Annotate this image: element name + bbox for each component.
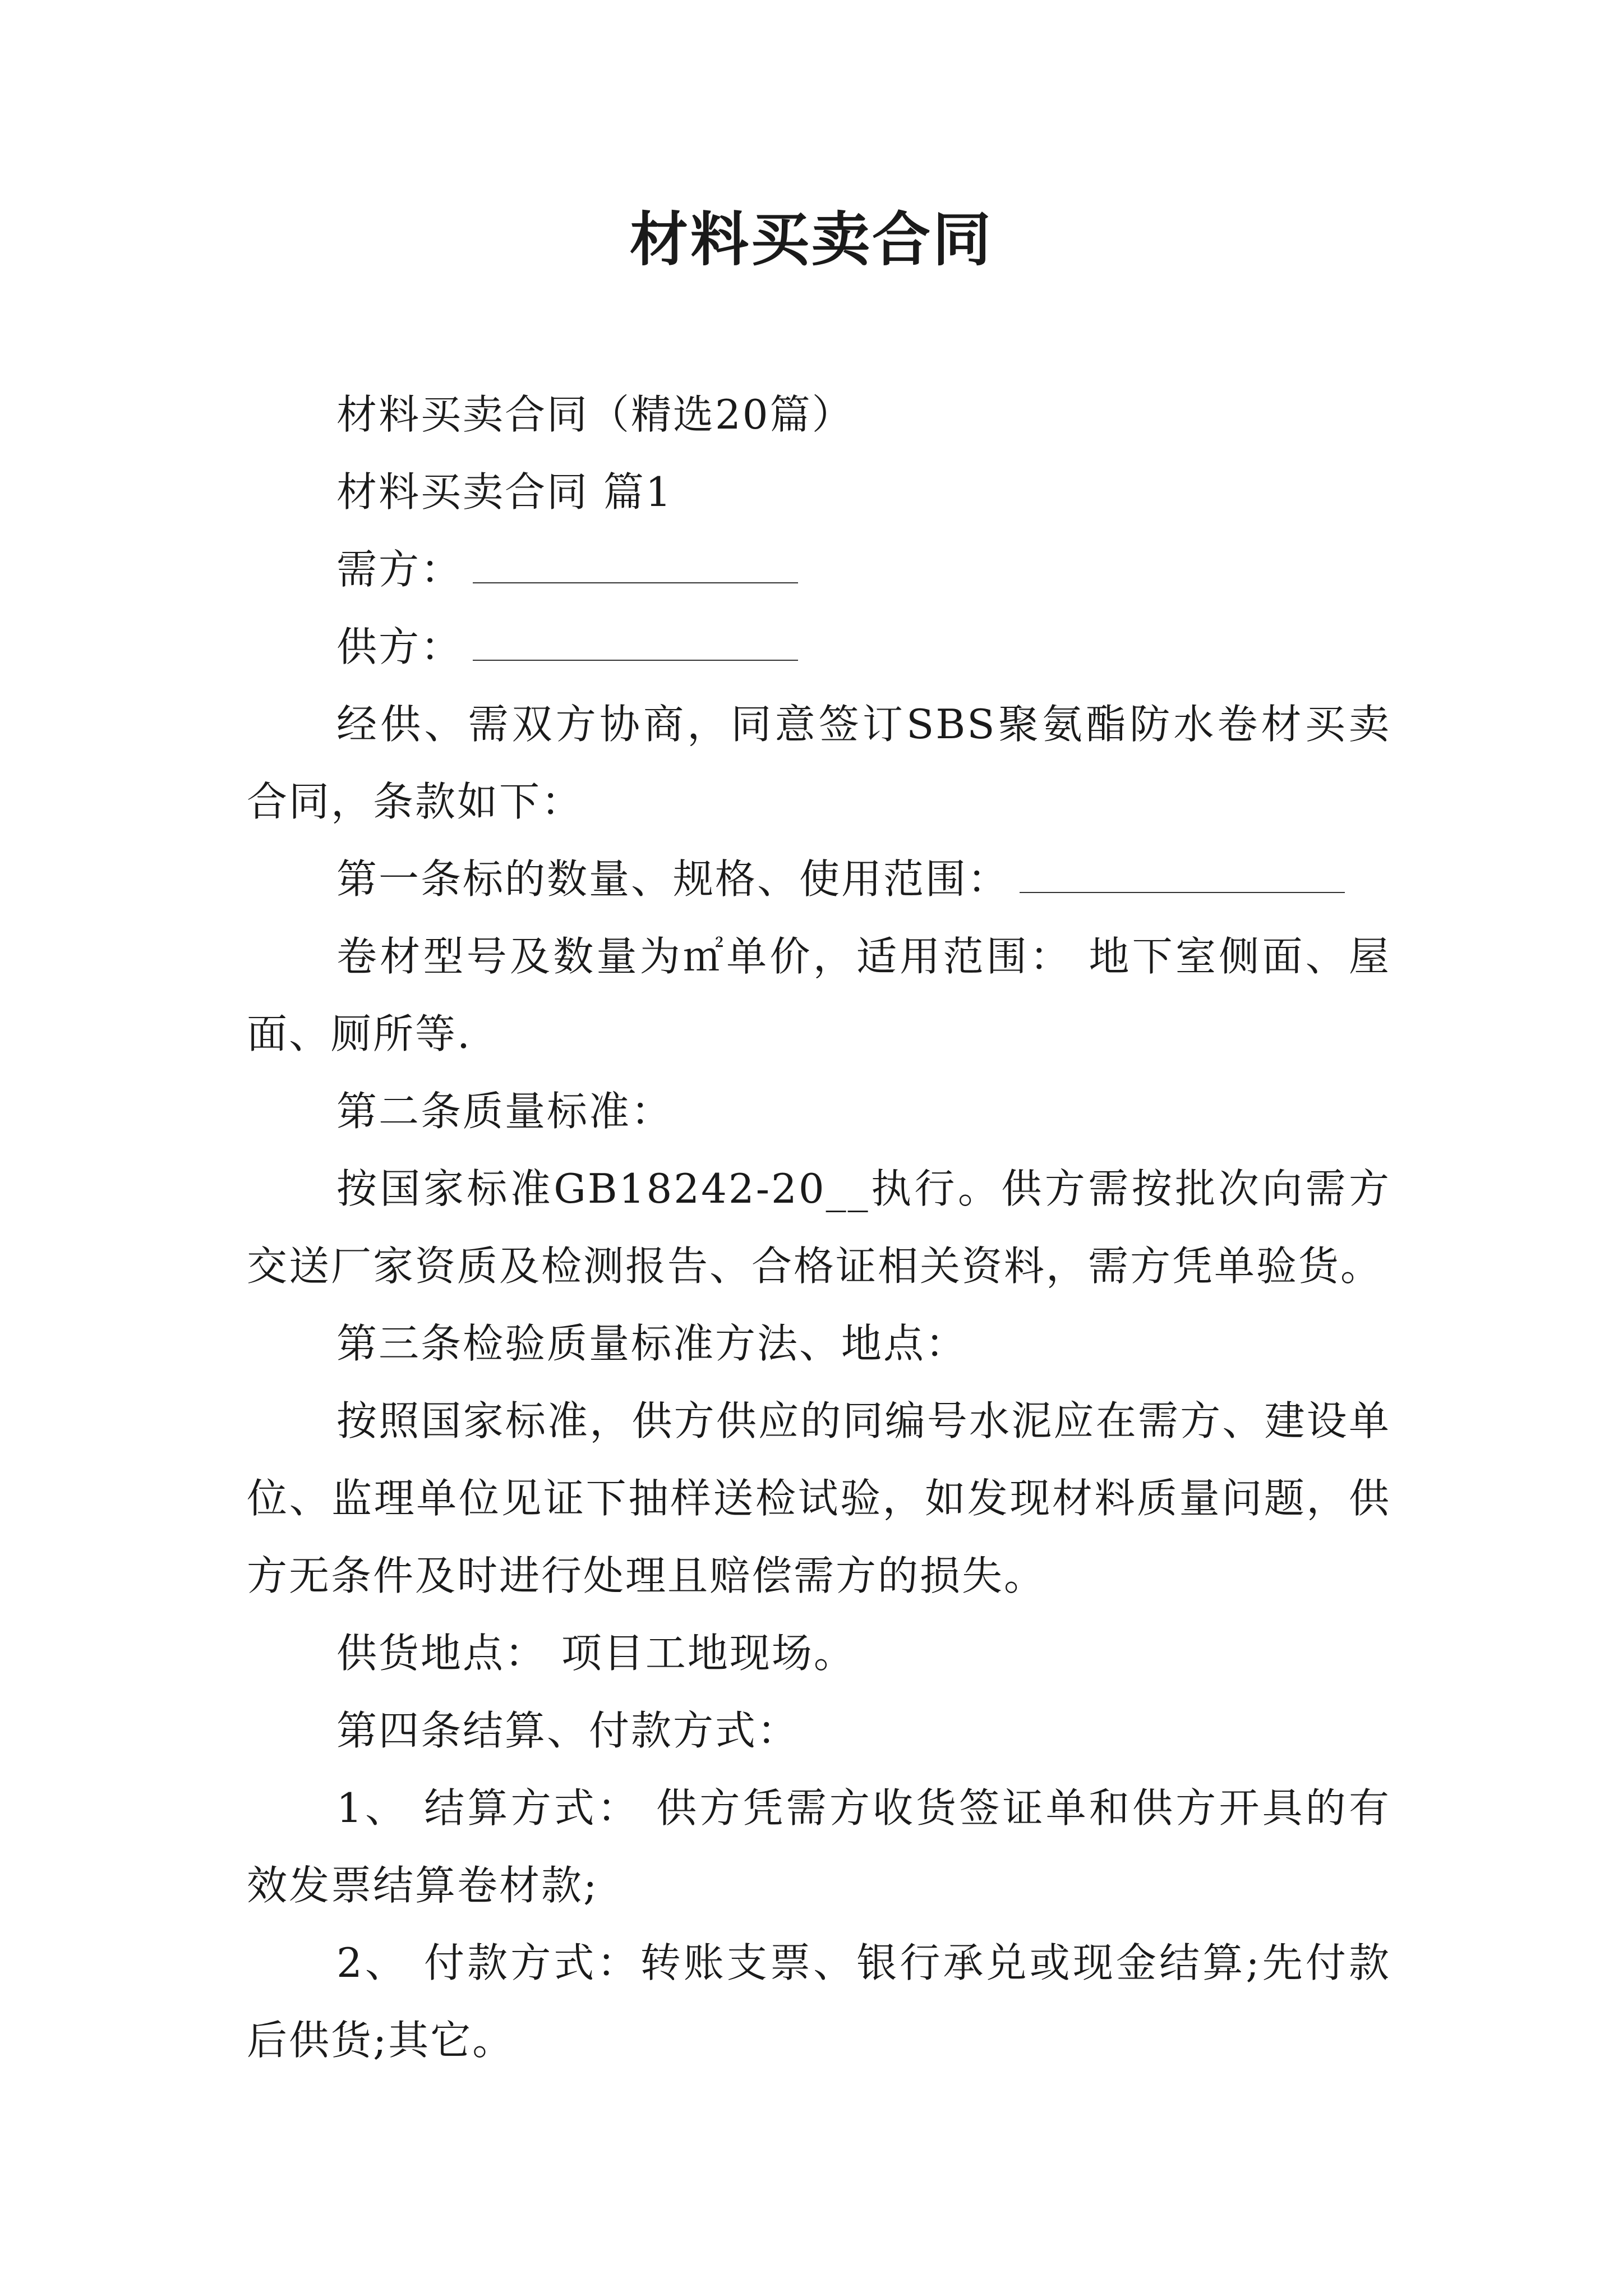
paragraph-text: 第二条质量标准： [336, 1088, 674, 1135]
paragraph-text: 供货地点： 项目工地现场。 [336, 1630, 856, 1677]
paragraph-text: 经供、需双方协商，同意签订SBS聚氨酯防水卷材买卖合同，条款如下： [247, 701, 1391, 825]
document-body [247, 376, 1391, 2079]
paragraph-text: 1、 结算方式： 供方凭需方收货签证单和供方开具的有效发票结算卷材款; [247, 1784, 1391, 1909]
paragraph-text: 2、 付款方式：转账支票、银行承兑或现金结算;先付款后供货;其它。 [247, 1939, 1391, 2064]
paragraph [247, 1073, 1391, 1150]
paragraph [247, 918, 1391, 1073]
paragraph [247, 1614, 1391, 1692]
paragraph [247, 453, 1391, 531]
paragraph [247, 1924, 1391, 2079]
document-title: 材料买卖合同 [629, 205, 993, 274]
article-one-line [247, 840, 1391, 918]
paragraph [247, 685, 1391, 840]
paragraph [247, 1769, 1391, 1924]
paragraph [247, 1305, 1391, 1382]
paragraph-text: 第一条标的数量、规格、使用范围： [336, 855, 1010, 903]
paragraph-text: 按国家标准GB18242-20__执行。供方需按批次向需方交送厂家资质及检测报告、合格证相关资料，需方凭单验货。 [247, 1165, 1391, 1290]
buyer-blank-line [473, 550, 798, 583]
paragraph-text: 第三条检验质量标准方法、地点： [336, 1320, 968, 1367]
paragraph [247, 1692, 1391, 1769]
buyer-label: 需方： [336, 546, 463, 593]
article-one-blank-line [1020, 859, 1345, 893]
paragraph [247, 1382, 1391, 1614]
paragraph-text: 卷材型号及数量为㎡单价，适用范围： 地下室侧面、屋面、厕所等. [247, 933, 1391, 1057]
supplier-blank-line [473, 627, 798, 661]
paragraph-text: 按照国家标准，供方供应的同编号水泥应在需方、建设单位、监理单位见证下抽样送检试验，如发现材料质量问题，供方无条件及时进行处理且赔偿需方的损失。 [247, 1397, 1391, 1599]
paragraph-text: 第四条结算、付款方式： [336, 1707, 800, 1754]
paragraph-text: 材料买卖合同（精选20篇） [336, 391, 854, 438]
paragraph [247, 1150, 1391, 1305]
supplier-line [247, 608, 1391, 685]
buyer-line [247, 531, 1391, 608]
paragraph [247, 376, 1391, 453]
supplier-label: 供方： [336, 623, 463, 670]
paragraph-text: 材料买卖合同 篇1 [336, 468, 673, 516]
